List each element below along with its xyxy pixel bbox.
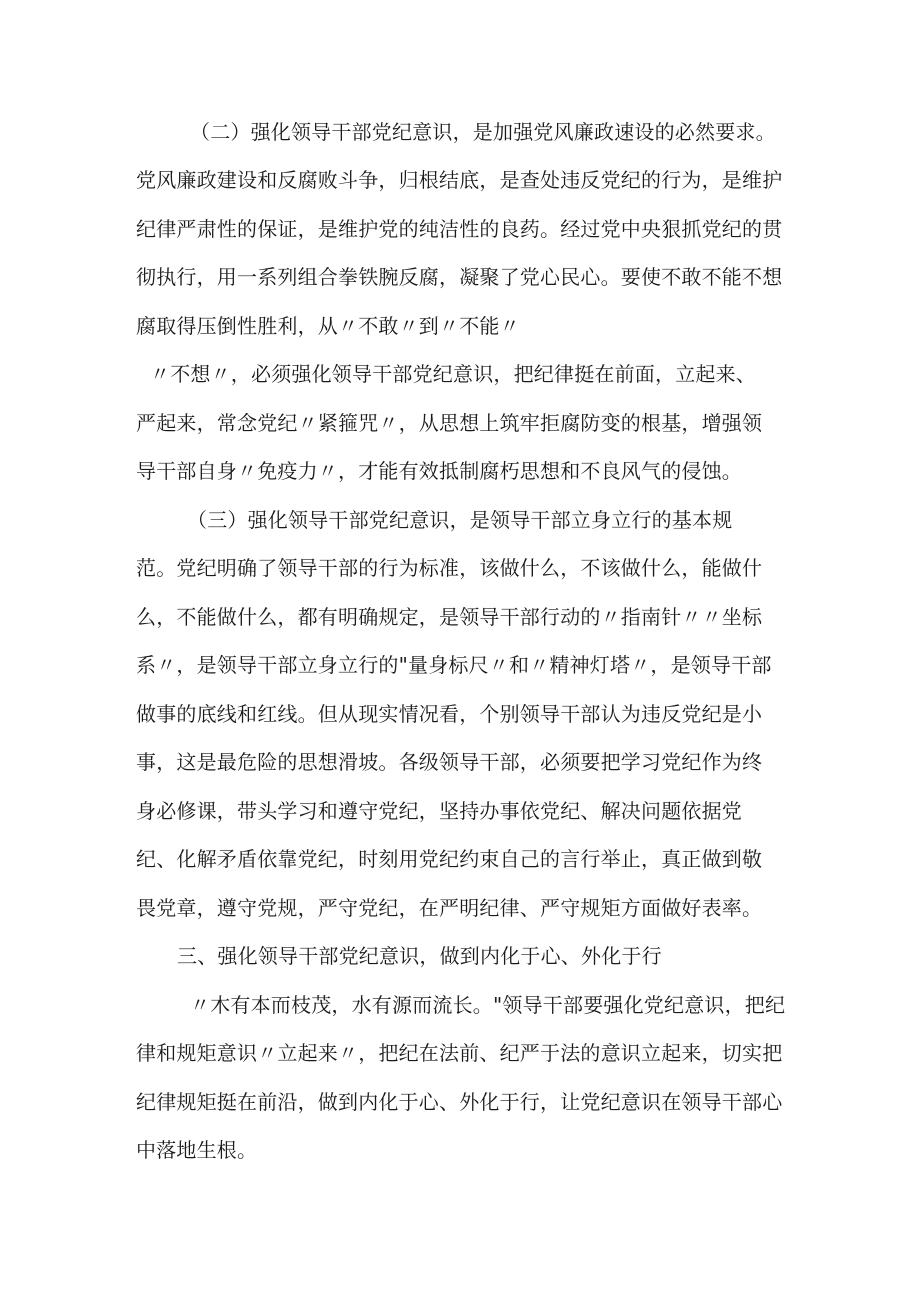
section3-heading: 三、强化领导干部党纪意识，做到内化于心、外化于行 [177,944,662,968]
body-line: 纪、化解矛盾依靠党纪，时刻用党纪约束自己的言行举止，真正做到敬 [136,847,763,871]
para2-heading-line: （二）强化领导干部党纪意识，是加强党风廉政速设的必然要求。 [190,120,776,144]
body-line: 么，不能做什么，都有明确规定，是领导干部行动的〃指南针〃〃坐标 [136,605,763,629]
para3-heading-line: （三）强化领导干部党纪意识，是领导干部立身立行的基本规 [187,508,733,532]
body-line: 范。党纪明确了领导干部的行为标准，该做什么，不该做什么，能做什 [136,556,763,580]
body-line: 中落地生根。 [136,1138,258,1162]
body-line: 〃不想〃，必须强化领导干部党纪意识，把纪律挺在前面，立起来、 [150,362,756,386]
body-line: 党风廉政建设和反腐败斗争，归根结底，是查处违反党纪的行为，是维护 [136,168,783,192]
body-line: 系〃，是领导干部立身立行的"量身标尺〃和〃精神灯塔〃，是领导干部 [136,653,772,677]
body-line: 彻执行，用一系列组合拳铁腕反腐，凝聚了党心民心。要使不敢不能不想 [136,265,783,289]
body-line: 腐取得压倒性胜利，从〃不敢〃到〃不能〃 [136,314,520,338]
body-line: 身必修课，带头学习和遵守党纪，坚持办事依党纪、解决问题依据党 [136,799,742,823]
body-line: 纪律规矩挺在前沿，做到内化于心、外化于行，让党纪意识在领导干部心 [136,1090,783,1114]
body-line: 严起来，常念党纪〃紧箍咒〃，从思想上筑牢拒腐防变的根基，增强领 [136,411,763,435]
body-line: 做事的底线和红线。但从现实情况看，个别领导干部认为违反党纪是小 [136,702,763,726]
body-line: 事，这是最危险的思想滑坡。各级领导干部，必须要把学习党纪作为终 [136,750,763,774]
body-line: 纪律严肃性的保证，是维护党的纯洁性的良药。经过党中央狠抓党纪的贯 [136,217,783,241]
body-line: 导干部自身〃免疫力〃，才能有效抵制腐朽思想和不良风气的侵蚀。 [136,459,742,483]
body-line: 畏党章，遵守党规，严守党纪，在严明纪律、严守规矩方面做好表率。 [136,896,763,920]
body-line: 律和规矩意识〃立起来〃，把纪在法前、纪严于法的意识立起来，切实把 [136,1041,783,1065]
body-line: 〃木有本而枝茂，水有源而流长。"领导干部要强化党纪意识，把纪 [190,993,786,1017]
